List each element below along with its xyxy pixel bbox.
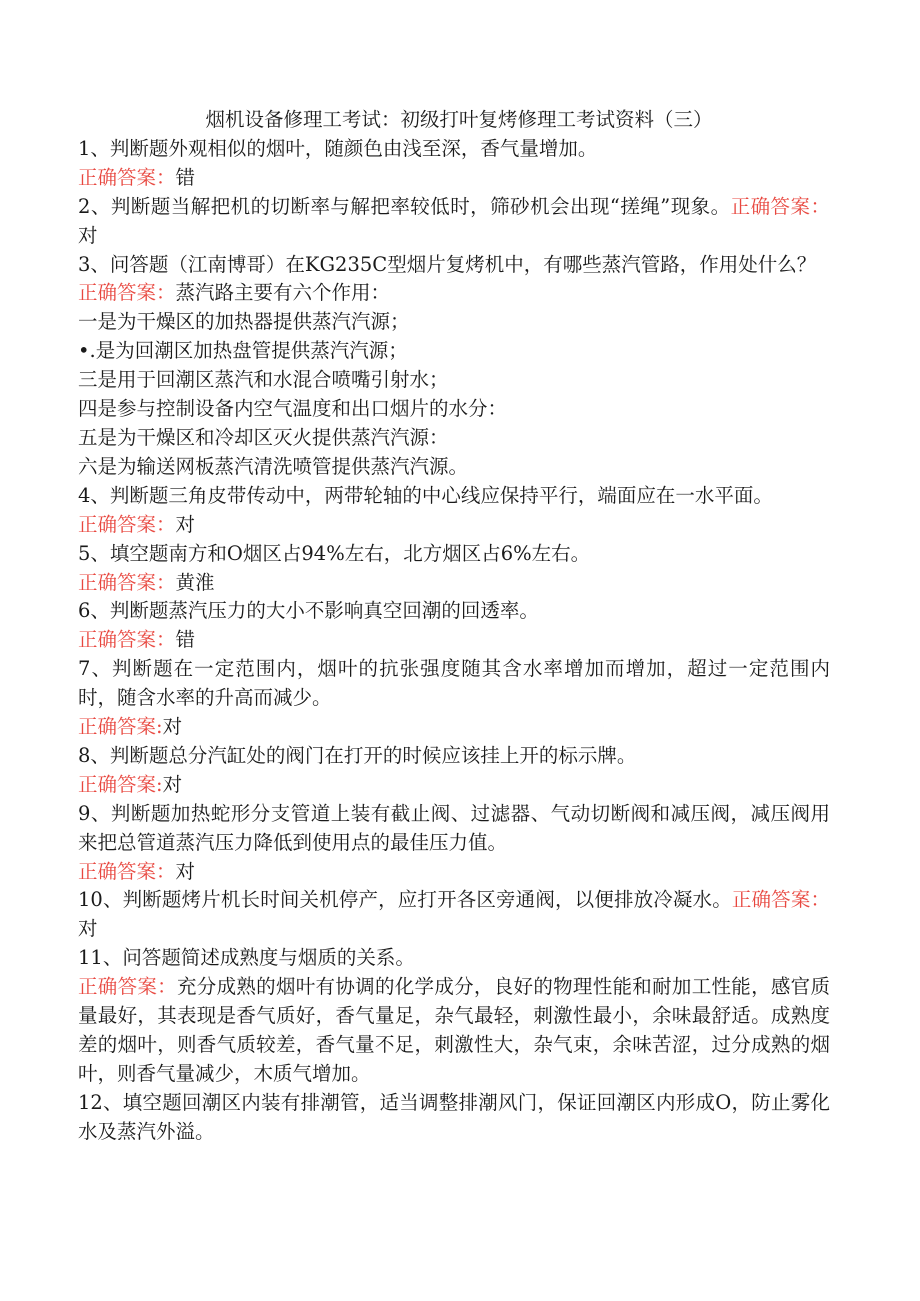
answer-11 xyxy=(78,973,830,1089)
answer-value: 黄淮 xyxy=(175,570,215,594)
answer-label: 正确答案： xyxy=(78,165,176,189)
answer-3 xyxy=(78,279,830,308)
document-page xyxy=(78,106,830,1147)
answer-9 xyxy=(78,858,830,887)
question-text: 2、判断题当解把机的切断率与解把率较低时，筛砂机会出现“搓绳”现象。 xyxy=(78,194,731,218)
question-6: 6、判断题蒸汽压力的大小不影响真空回潮的回透率。 xyxy=(78,599,539,623)
document-title: 烟机设备修理工考试：初级打叶复烤修理工考试资料（三） xyxy=(205,108,713,131)
question-3: 3、问答题（江南博哥）在KG235C型烟片复烤机中，有哪些蒸汽管路，作用处什么？ xyxy=(78,252,817,276)
question-4: 4、判断题三角皮带传动中，两带轮轴的中心线应保持平行，端面应在一水平面。 xyxy=(78,483,773,507)
answer-value: 对 xyxy=(175,859,196,883)
answer-value: 错 xyxy=(175,165,196,189)
answer-label: 正确答案： xyxy=(78,628,176,652)
question-12: 12、填空题回潮区内装有排潮管，适当调整排潮风门，保证回潮区内形成O，防止雾化水及蒸汽外溢。 xyxy=(78,1090,830,1143)
answer-5 xyxy=(78,569,830,598)
question-9: 9、判断题加热蛇形分支管道上装有截止阀、过滤器、气动切断阀和减压阀，减压阀用来把总管道蒸汽压力降低到使用点的最佳压力值。 xyxy=(78,801,830,854)
answer-label: 正确答案： xyxy=(78,281,176,305)
question-11: 11、问答题简述成熟度与烟质的关系。 xyxy=(78,946,415,970)
answer-7 xyxy=(78,713,830,742)
question-8: 8、判断题总分汽缸处的阀门在打开的时候应该挂上开的标示牌。 xyxy=(78,743,637,767)
question-2 xyxy=(78,193,830,251)
question-5: 5、填空题南方和O烟区占94%左右，北方烟区占6%左右。 xyxy=(78,541,591,565)
answer-3-line-1: 一是为干燥区的加热器提供蒸汽汽源； xyxy=(78,310,410,334)
answer-4 xyxy=(78,511,830,540)
question-10 xyxy=(78,886,830,944)
answer-label: 正确答案: xyxy=(78,715,163,739)
answer-3-line-6: 六是为输送网板蒸汽清洗喷管提供蒸汽汽源。 xyxy=(78,454,469,478)
question-text: 10、判断题烤片机长时间关机停产，应打开各区旁通阀，以便排放冷凝水。 xyxy=(78,888,732,912)
answer-value: 错 xyxy=(175,628,196,652)
answer-value: 对 xyxy=(162,772,183,796)
answer-3-line-3: 三是用于回潮区蒸汽和水混合喷嘴引射水； xyxy=(78,368,449,392)
answer-3-line-5: 五是为干燥区和冷却区灭火提供蒸汽汽源： xyxy=(78,425,449,449)
answer-value: 充分成熟的烟叶有协调的化学成分，良好的物理性能和耐加工性能，感官质量最好，其表现是香气质好，香气量足，杂气最轻，刺激性最小，余味最舒适。成熟度差的烟叶，则香气质较差，香气量不足，刺激性大，杂气束，余味苦涩，过分成熟的烟叶，则香气量减少，木质气增加。 xyxy=(78,975,830,1085)
answer-label: 正确答案： xyxy=(78,975,177,999)
question-7: 7、判断题在一定范围内，烟叶的抗张强度随其含水率增加而增加，超过一定范围内时，随含水率的升高而减少。 xyxy=(78,657,830,710)
answer-label: 正确答案: xyxy=(78,772,163,796)
answer-value: 对 xyxy=(175,512,196,536)
question-1: 1、判断题外观相似的烟叶，随颜色由浅至深，香气量增加。 xyxy=(78,136,598,160)
answer-value: 对 xyxy=(162,715,183,739)
answer-3-line-4: 四是参与控制设备内空气温度和出口烟片的水分： xyxy=(78,397,508,421)
answer-label: 正确答案： xyxy=(78,570,176,594)
answer-label: 正确答案： xyxy=(78,512,176,536)
answer-6 xyxy=(78,626,830,655)
answer-value: 对 xyxy=(78,223,98,247)
answer-8 xyxy=(78,771,830,800)
answer-3-line-2: •.是为回潮区加热盘管提供蒸汽汽源； xyxy=(78,339,408,363)
answer-1 xyxy=(78,164,830,193)
answer-label: 正确答案： xyxy=(730,194,830,218)
answer-label: 正确答案： xyxy=(78,859,176,883)
answer-value: 蒸汽路主要有六个作用： xyxy=(175,281,391,305)
answer-value: 对 xyxy=(78,917,98,941)
answer-label: 正确答案： xyxy=(731,888,830,912)
